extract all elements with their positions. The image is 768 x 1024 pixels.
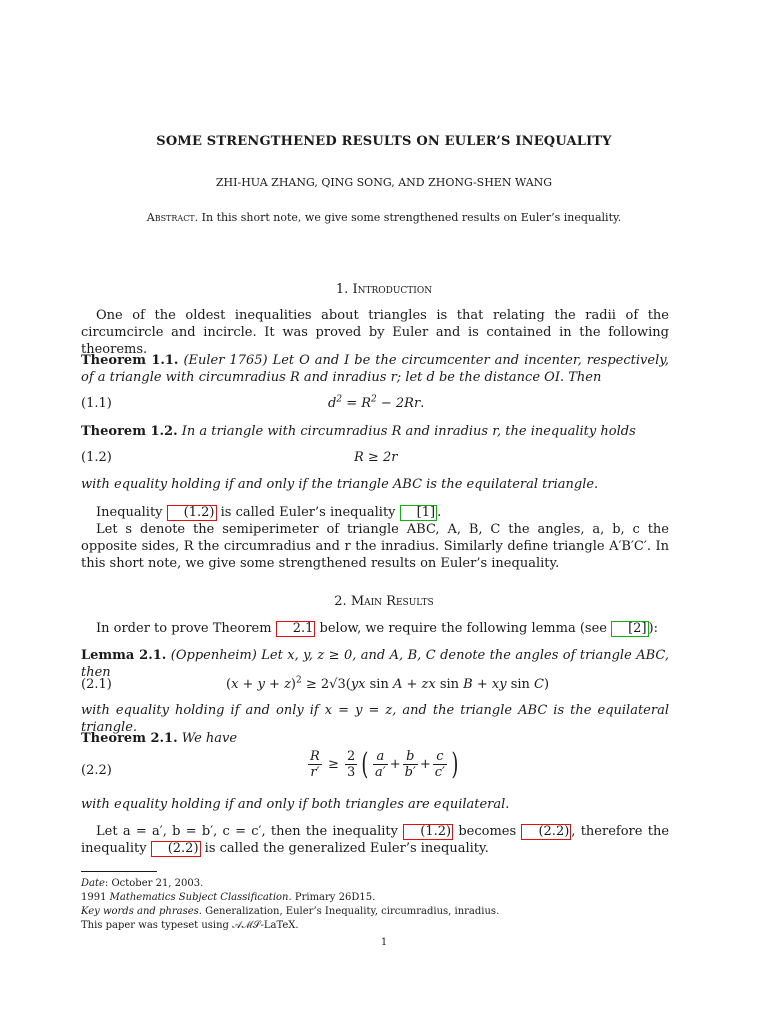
authors: ZHI-HUA ZHANG, QING SONG, AND ZHONG-SHEN WANG xyxy=(215,176,553,189)
theorem-2-1-label: Theorem 2.1. xyxy=(81,731,178,746)
eq-2-2-number: (2.2) xyxy=(81,763,112,778)
abstract-label: Abstract. xyxy=(146,211,199,224)
theorem-1-2 xyxy=(81,423,669,440)
theorem-1-1 xyxy=(81,352,669,386)
footnote-keywords: Key words and phrases. Generalization, Euler’s Inequality, circumradius, inradius. xyxy=(81,906,500,917)
euler-paragraph: Inequality (1.2) is called Euler’s inequality [1] . xyxy=(96,505,442,520)
theorem-2-1 xyxy=(81,730,669,747)
section-2-heading: 2. Main Results xyxy=(334,594,434,609)
theorem-1-2-label: Theorem 1.2. xyxy=(81,424,178,439)
equality-note-1: with equality holding if and only if the triangle ABC is the equilateral triangle. xyxy=(81,477,599,492)
main-results-paragraph: In order to prove Theorem 2.1 below, we require the following lemma (see [2] ): xyxy=(96,621,658,636)
page-number: 1 xyxy=(380,937,388,948)
section-1-heading: 1. Introduction xyxy=(335,282,433,297)
eq-1-1-number: (1.1) xyxy=(81,396,112,411)
ref-eq-2-2-b[interactable]: (2.2) xyxy=(151,841,201,857)
eq-1-2-number: (1.2) xyxy=(81,450,112,465)
eq-2-1-formula: $(x + y + z)^2 \ge 2√3(yx$ sin A + zx sin B + xy sin C) xyxy=(226,675,550,692)
intro-paragraph: One of the oldest inequalities about triangles is that relating the radii of the circumcircle and incircle. It was proved by Euler and is contained in the following theorems. xyxy=(81,308,669,357)
ref-theorem-2-1[interactable]: 2.1 xyxy=(276,621,316,637)
lemma-2-1-text: (Oppenheim) Let x, y, z ≥ 0, and A, B, C denote the angles of triangle ABC, then xyxy=(81,648,670,680)
footnote-msc: 1991 Mathematics Subject Classification. Primary 26D15. xyxy=(81,892,376,903)
lemma-2-1 xyxy=(81,647,669,681)
ref-cite-2[interactable]: [2] xyxy=(611,621,648,637)
abstract-text: In this short note, we give some strengthened results on Euler’s inequality. xyxy=(201,211,622,224)
abstract xyxy=(0,211,768,224)
footnote-date: Date: October 21, 2003. xyxy=(81,878,204,889)
ref-cite-1[interactable]: [1] xyxy=(400,505,437,521)
theorem-1-2-text: In a triangle with circumradius R and inradius r, the inequality holds xyxy=(181,424,636,439)
paper-title: SOME STRENGTHENED RESULTS ON EULER’S INEQUALITY xyxy=(156,134,612,149)
eq-1-1-formula: $d^2 = R^2 - 2Rr$. xyxy=(328,394,425,411)
equality-note-2: with equality holding if and only if x = y = z, and the triangle ABC is the equilateral triangle. xyxy=(81,703,669,735)
footnote-typeset: This paper was typeset using 𝒜ℳ𝒮-LaTeX. xyxy=(81,920,299,931)
eq-2-1-number: (2.1) xyxy=(81,677,112,692)
theorem-1-1-label: Theorem 1.1. xyxy=(81,353,179,368)
ref-eq-1-2[interactable]: (1.2) xyxy=(167,505,217,521)
generalized-paragraph: Let a = a′, b = b′, c = c′, then the inequality (1.2) becomes (2.2) , therefore the inequality (2.2) is called the generalized Euler’s inequality. xyxy=(81,824,670,856)
ref-eq-2-2[interactable]: (2.2) xyxy=(521,824,571,840)
eq-2-2-formula: $\frac{R}{r'}$ ≥ $\frac{2}{3}$ ( $\frac{a}{a'}$ + $\frac{b}{b'}$ + $\frac{c}{c'}$ ) xyxy=(310,746,459,782)
theorem-1-1-text: (Euler 1765) Let O and I be the circumcenter and incenter, respectively, of a triangle with circumradius R and inradius r; let d be the distance OI. Then xyxy=(81,353,669,385)
semiperimeter-paragraph: Let s denote the semiperimeter of triangle ABC, A, B, C the angles, a, b, c the opposite sides, R the circumradius and r the inradius. Similarly define triangle A′B′C′. In this short note, we give some strengthened results on Euler’s inequality. xyxy=(81,522,669,571)
eq-1-2-formula: R ≥ 2r xyxy=(354,450,398,465)
ref-eq-1-2-b[interactable]: (1.2) xyxy=(403,824,453,840)
equality-note-3: with equality holding if and only if both triangles are equilateral. xyxy=(81,797,510,812)
theorem-2-1-text: We have xyxy=(181,731,238,746)
lemma-2-1-label: Lemma 2.1. xyxy=(81,648,167,663)
footnote-rule xyxy=(81,871,157,872)
